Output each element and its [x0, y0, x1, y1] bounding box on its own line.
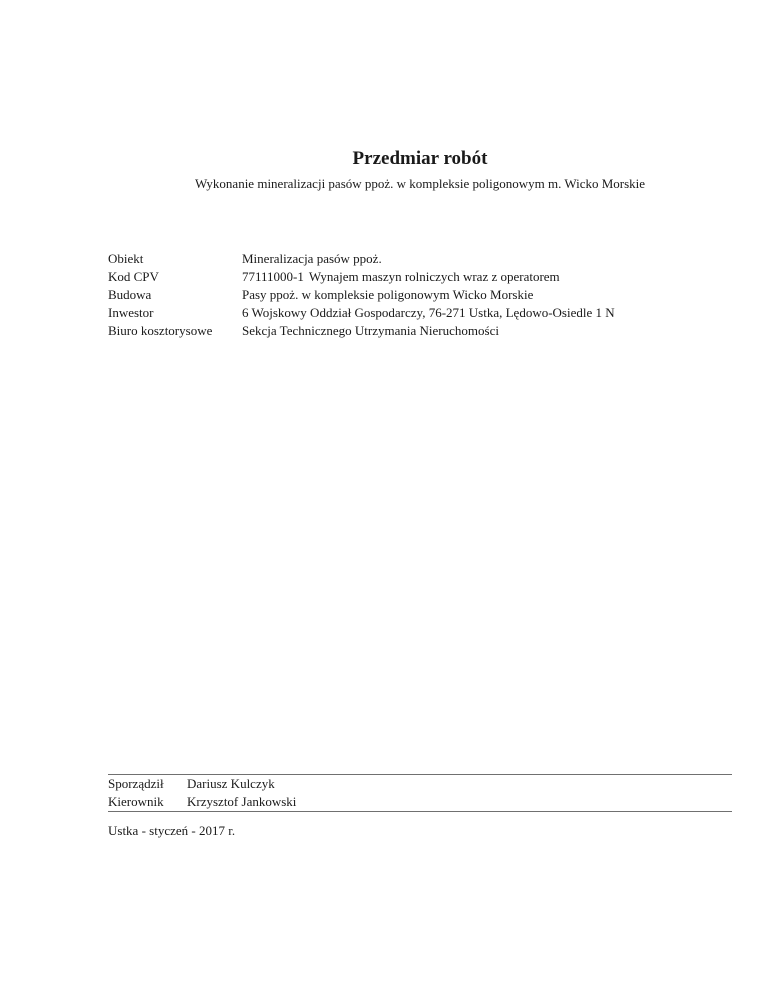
document-subtitle: Wykonanie mineralizacji pasów ppoż. w kompleksie poligonowym m. Wicko Morskie	[194, 176, 646, 191]
document-title: Przedmiar robót	[352, 148, 488, 169]
info-value-cpv	[242, 268, 560, 286]
signature-value: Dariusz Kulczyk	[187, 776, 275, 791]
info-label: Obiekt	[108, 251, 144, 266]
info-row-kod-cpv	[108, 268, 615, 286]
project-info-table	[108, 250, 615, 340]
info-row-biuro-kosztorysowe	[108, 322, 615, 340]
signature-label: Kierownik	[108, 794, 164, 809]
info-value: Mineralizacja pasów ppoż.	[242, 251, 382, 266]
info-row-inwestor	[108, 304, 615, 322]
signature-row-kierownik	[108, 793, 296, 811]
info-value: Sekcja Technicznego Utrzymania Nieruchomości	[242, 323, 499, 338]
signature-row-sporzadzil	[108, 775, 296, 793]
place-date: Ustka - styczeń - 2017 r.	[108, 823, 236, 838]
info-label: Kod CPV	[108, 269, 159, 284]
signature-value: Krzysztof Jankowski	[187, 794, 297, 809]
info-value: Pasy ppoż. w kompleksie poligonowym Wicko Morskie	[242, 287, 534, 302]
info-row-obiekt	[108, 250, 615, 268]
info-label: Inwestor	[108, 305, 154, 320]
info-label: Biuro kosztorysowe	[108, 323, 213, 338]
info-value: 6 Wojskowy Oddział Gospodarczy, 76-271 Ustka, Lędowo-Osiedle 1 N	[242, 305, 615, 320]
signature-divider-bottom	[108, 811, 732, 812]
cpv-code: 77111000-1	[242, 269, 304, 284]
info-label: Budowa	[108, 287, 152, 302]
signatures-table	[108, 775, 296, 811]
cpv-description: Wynajem maszyn rolniczych wraz z operatorem	[308, 269, 560, 284]
signature-label: Sporządził	[108, 776, 164, 791]
info-row-budowa	[108, 286, 615, 304]
